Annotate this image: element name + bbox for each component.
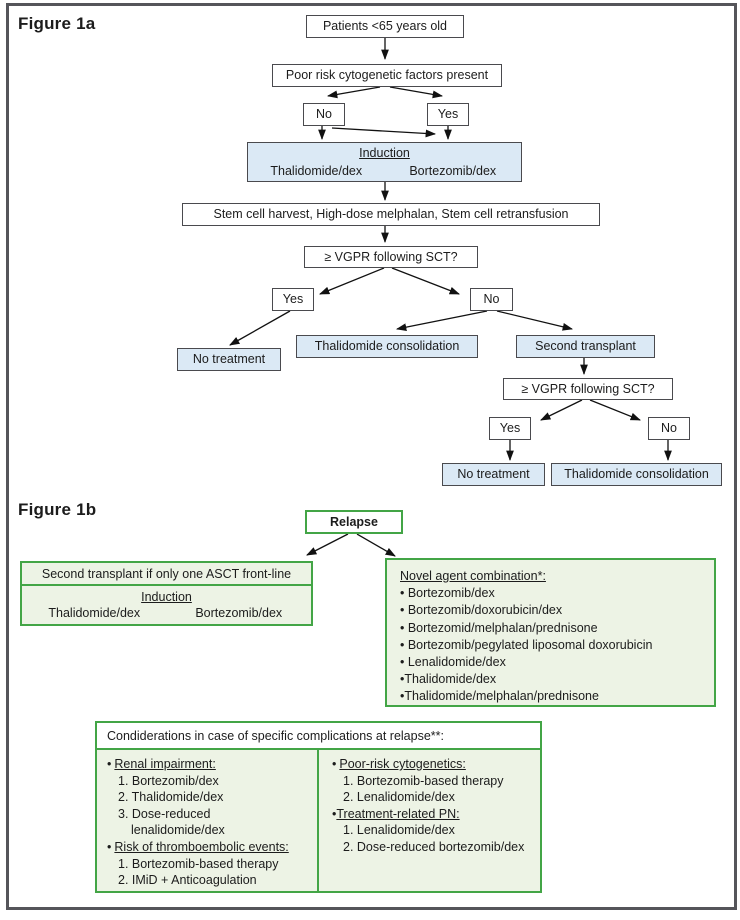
second-transplant-panel-body <box>22 586 311 624</box>
considerations-item: 2. Lenalidomide/dex <box>343 790 455 805</box>
bullet-glyph: • <box>107 839 112 854</box>
considerations-item: 1. Lenalidomide/dex <box>343 823 455 838</box>
induction-option-bortezomib-1b: Bortezomib/dex <box>195 606 283 620</box>
novel-agent-item: • Bortezomib/doxorubicin/dex <box>400 603 563 618</box>
novel-agent-title: Novel agent combination*: <box>400 569 546 583</box>
considerations-left-column <box>97 750 319 893</box>
flow-arrow <box>590 400 640 420</box>
node-poor-risk-cytogenetics: Poor risk cytogenetic factors present <box>272 64 502 87</box>
induction-title-1b: Induction <box>141 590 192 604</box>
considerations-columns <box>97 750 540 893</box>
flow-arrow <box>390 87 442 96</box>
bullet-glyph: • <box>332 806 337 821</box>
flow-arrow <box>397 311 487 329</box>
considerations-header: Condiderations in case of specific complications at relapse**: <box>97 723 540 750</box>
induction-option-thalidomide-1b: Thalidomide/dex <box>48 606 141 620</box>
considerations-item-header <box>107 839 317 856</box>
flow-arrow <box>541 400 582 420</box>
figure-1a-label: Figure 1a <box>18 14 96 33</box>
novel-agent-item: •Thalidomide/dex <box>400 672 497 687</box>
flow-arrow <box>320 268 384 294</box>
considerations-item-text: Risk of thromboembolic events: <box>114 839 289 854</box>
flow-arrow <box>328 87 380 96</box>
flow-arrow <box>357 534 395 556</box>
novel-agent-item: •Thalidomide/melphalan/prednisone <box>400 689 599 704</box>
node-patients: Patients <65 years old <box>306 15 464 38</box>
considerations-item-continuation: lenalidomide/dex <box>131 823 225 838</box>
figure-1b-label: Figure 1b <box>18 500 97 519</box>
considerations-item: 2. Dose-reduced bortezomib/dex <box>343 839 525 854</box>
induction-options <box>248 164 521 178</box>
novel-agent-item: • Bortezomid/melphalan/prednisone <box>400 620 598 635</box>
induction-options-1b <box>22 606 311 620</box>
novel-agent-item: • Lenalidomide/dex <box>400 655 506 670</box>
node-no-treatment-2: No treatment <box>442 463 545 486</box>
considerations-item: 2. IMiD + Anticoagulation <box>118 873 257 888</box>
considerations-item: 1. Bortezomib-based therapy <box>343 773 504 788</box>
flow-arrow <box>392 268 459 294</box>
node-stem-cell-harvest: Stem cell harvest, High-dose melphalan, Stem cell retransfusion <box>182 203 600 226</box>
considerations-panel <box>95 721 542 893</box>
node-vgpr-1: ≥ VGPR following SCT? <box>304 246 478 268</box>
bullet-glyph: • <box>332 757 337 771</box>
considerations-item: 2. Thalidomide/dex <box>118 790 224 805</box>
flow-arrow <box>307 534 348 555</box>
considerations-item-text: Treatment-related PN: <box>336 806 460 821</box>
flow-arrow <box>230 311 290 345</box>
induction-option-thalidomide: Thalidomide/dex <box>270 163 363 178</box>
flow-arrow <box>332 128 435 134</box>
considerations-item-header <box>332 806 540 823</box>
novel-agent-item: • Bortezomib/dex <box>400 586 495 601</box>
second-transplant-panel <box>20 561 313 626</box>
induction-title: Induction <box>359 146 410 161</box>
considerations-item-text: Poor-risk cytogenetics: <box>339 757 466 771</box>
flow-arrow <box>497 311 572 329</box>
considerations-right-column <box>319 750 540 893</box>
considerations-item-text: Renal impairment: <box>114 757 216 771</box>
considerations-item-header <box>332 756 540 773</box>
bullet-glyph: • <box>107 757 112 771</box>
node-induction <box>247 142 522 182</box>
considerations-item: 1. Bortezomib/dex <box>118 773 219 788</box>
considerations-item: 3. Dose-reduced <box>118 806 211 821</box>
considerations-item-header <box>107 756 317 773</box>
node-thalidomide-consolidation-1: Thalidomide consolidation <box>296 335 478 358</box>
node-yes-1: Yes <box>427 103 469 126</box>
node-relapse: Relapse <box>305 510 403 534</box>
node-no-1: No <box>303 103 345 126</box>
node-second-transplant: Second transplant <box>516 335 655 358</box>
novel-agent-item: • Bortezomib/pegylated liposomal doxorubicin <box>400 637 653 652</box>
induction-option-bortezomib: Bortezomib/dex <box>409 163 497 178</box>
node-vgpr-2: ≥ VGPR following SCT? <box>503 378 673 400</box>
node-no-treatment-1: No treatment <box>177 348 281 371</box>
second-transplant-panel-header: Second transplant if only one ASCT front-line <box>22 563 311 586</box>
novel-agent-panel <box>385 558 716 707</box>
node-yes-2: Yes <box>272 288 314 311</box>
node-no-3: No <box>648 417 690 440</box>
node-thalidomide-consolidation-2: Thalidomide consolidation <box>551 463 722 486</box>
considerations-item: 1. Bortezomib-based therapy <box>118 856 279 871</box>
node-yes-3: Yes <box>489 417 531 440</box>
node-no-2: No <box>470 288 513 311</box>
